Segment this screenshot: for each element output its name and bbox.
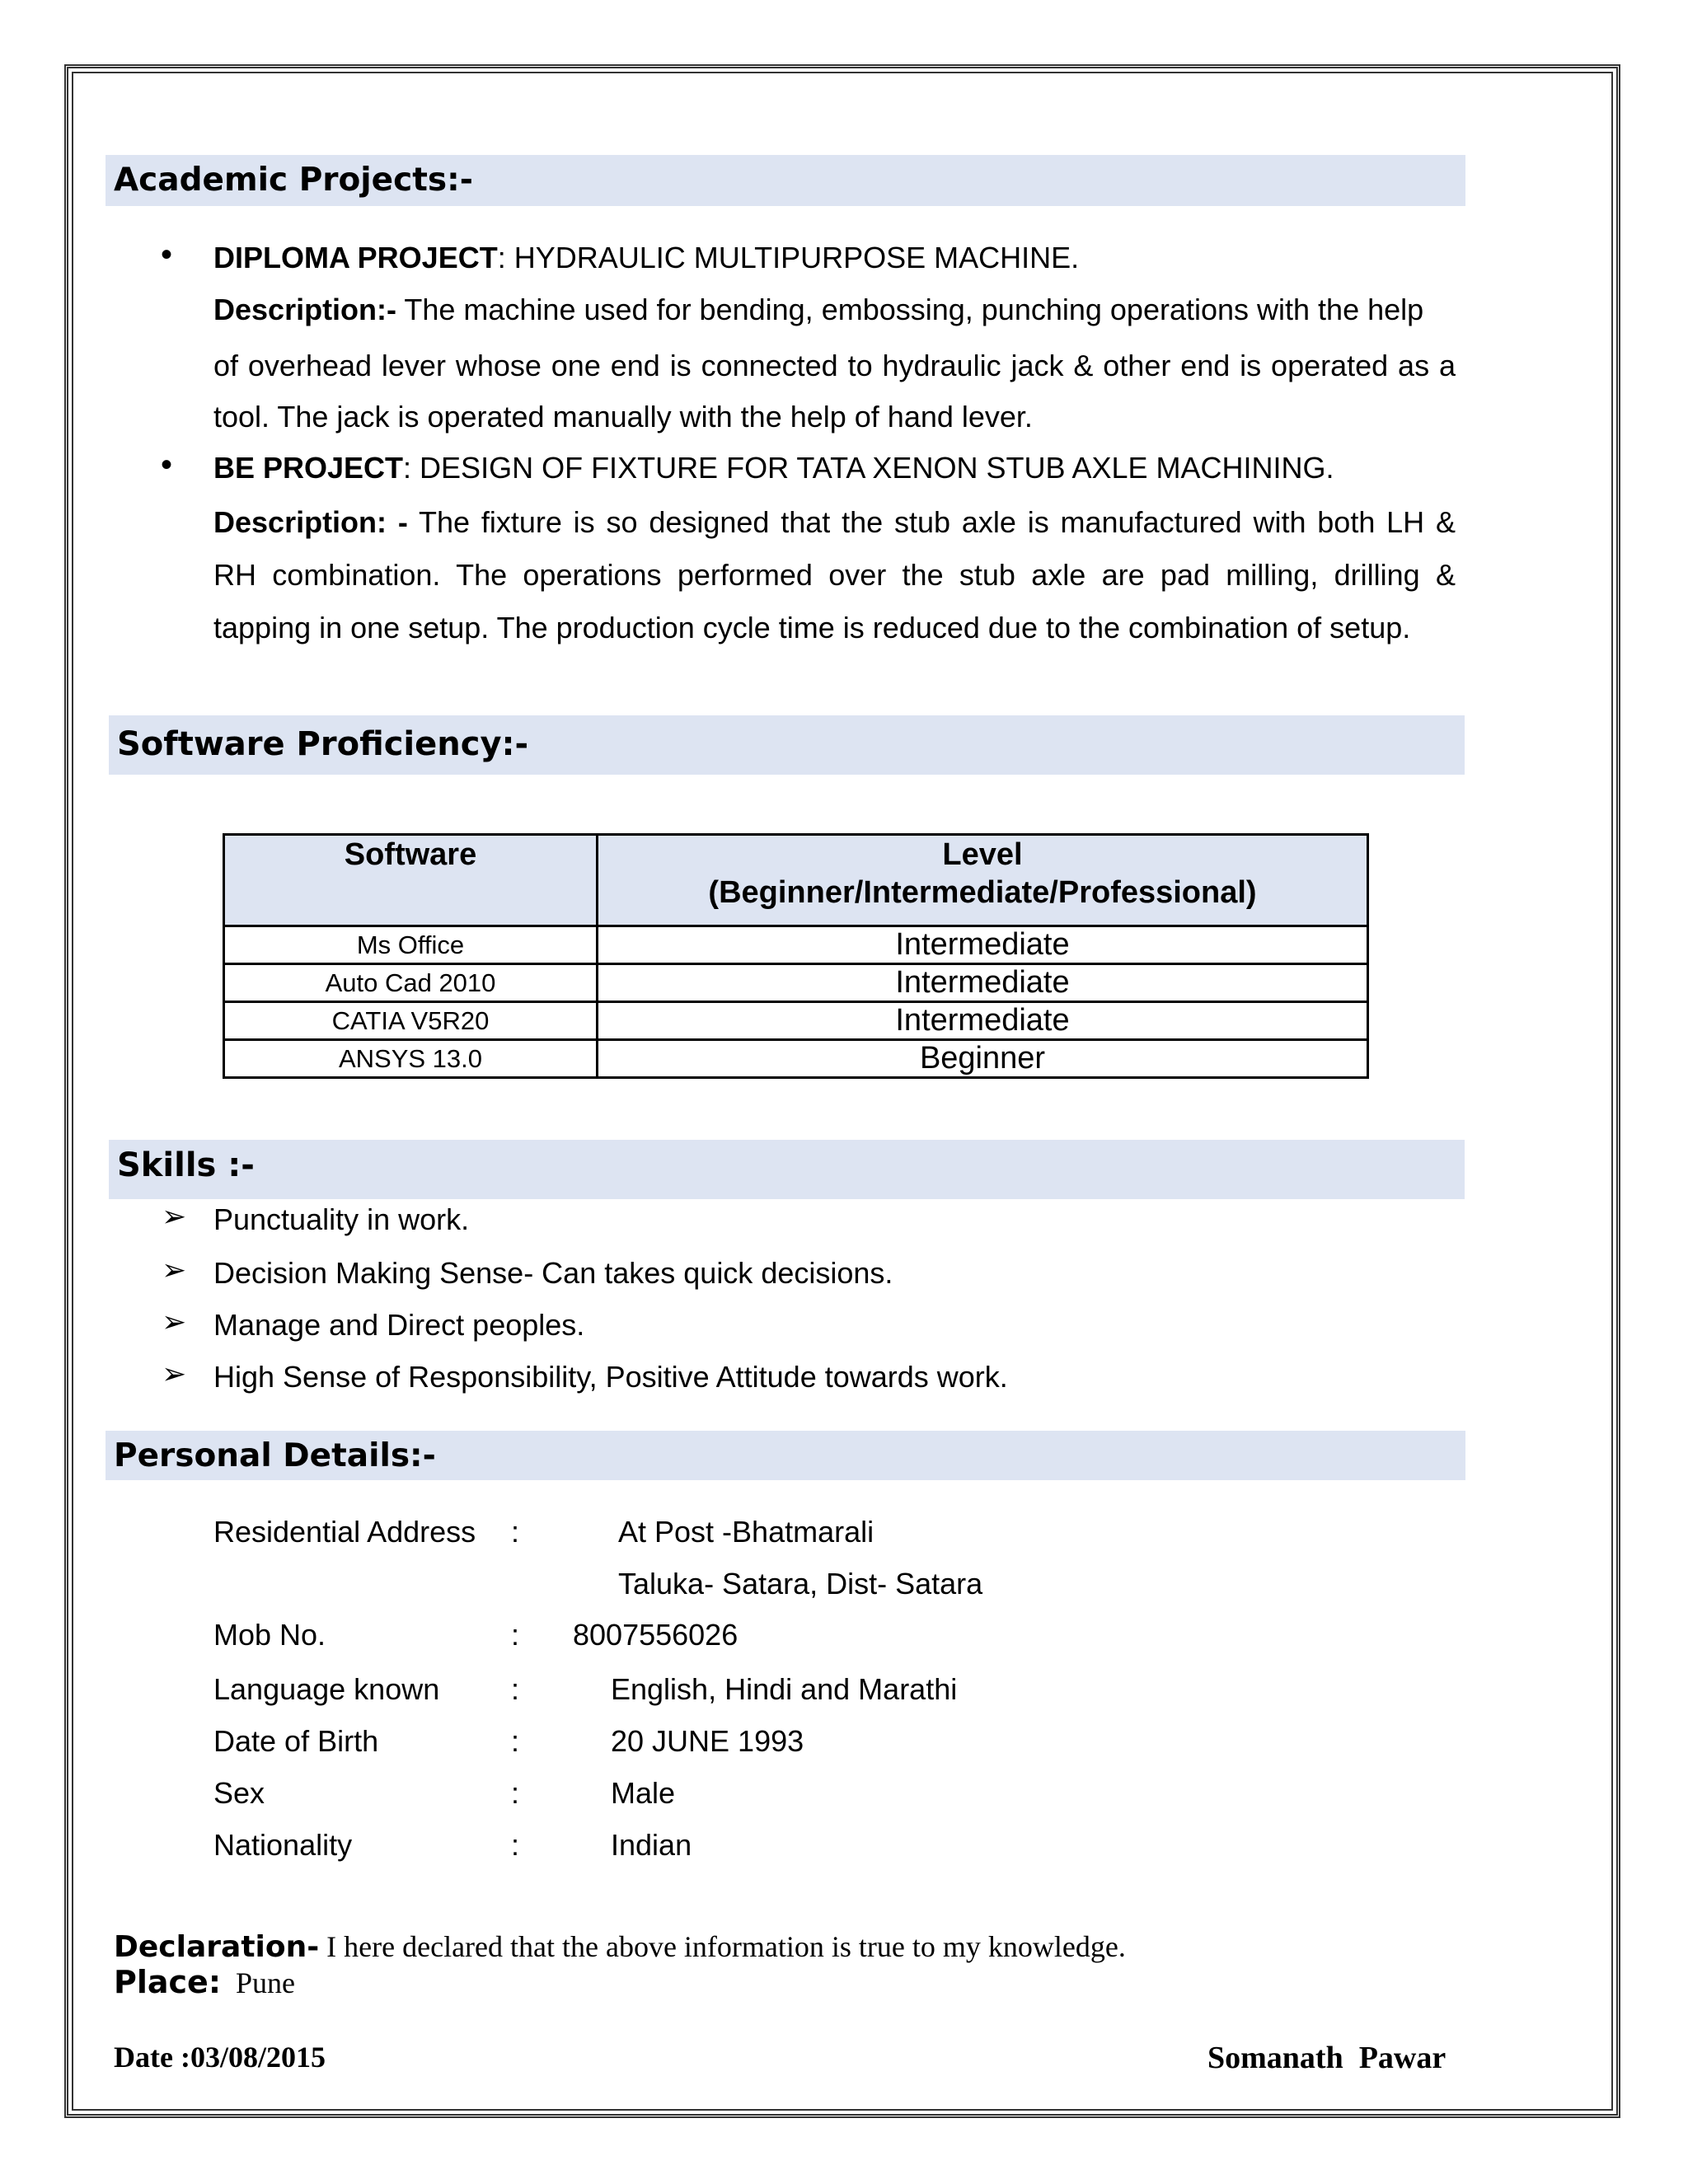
nationality-label: Nationality [213, 1828, 353, 1862]
col-software-label: Software [344, 837, 477, 872]
academic-projects-header: Academic Projects:- [106, 155, 1465, 206]
software-level: Intermediate [598, 1002, 1368, 1040]
be-desc-label: Description: - [213, 505, 408, 539]
software-name: ANSYS 13.0 [224, 1040, 598, 1078]
col-level-header [598, 835, 1368, 926]
be-desc-line2: RH combination. The operations performed over the stub axle are pad milling, drilling & [213, 558, 1456, 592]
mob-label: Mob No. [213, 1618, 326, 1652]
be-desc-line1 [213, 496, 1456, 548]
col-level-sublabel: (Beginner/Intermediate/Professional) [708, 875, 1257, 910]
mob-value: 8007556026 [573, 1618, 738, 1652]
declaration-line [114, 1929, 1126, 1964]
language-label: Language known [213, 1672, 440, 1706]
table-header-row [224, 835, 1368, 926]
colon: : [511, 1618, 520, 1652]
be-project-title [213, 442, 1458, 494]
table-row [224, 1040, 1368, 1078]
bullet-icon: • [161, 237, 173, 273]
diploma-project-name: : HYDRAULIC MULTIPURPOSE MACHINE. [497, 241, 1080, 274]
personal-details-header: Personal Details:- [106, 1431, 1465, 1480]
software-level: Intermediate [598, 964, 1368, 1002]
diploma-desc-line2: of overhead lever whose one end is connected to hydraulic jack & other end is operated as a [213, 349, 1456, 382]
place-label: Place: [114, 1964, 222, 2000]
arrow-bullet-icon: ➢ [162, 1357, 187, 1390]
place-value: Pune [221, 1966, 296, 1999]
skill-item: Punctuality in work. [213, 1202, 470, 1236]
language-value: English, Hindi and Marathi [611, 1672, 958, 1706]
address-label: Residential Address [213, 1515, 476, 1549]
be-desc-text1: The fixture is so designed that the stub axle is manufactured with both LH & [407, 505, 1456, 539]
colon: : [511, 1672, 520, 1706]
software-proficiency-header: Software Proficiency:- [109, 715, 1465, 775]
bullet-icon: • [161, 447, 173, 483]
colon: : [511, 1776, 520, 1810]
diploma-desc-line1 [213, 284, 1458, 335]
signature-name: Somanath Pawar [1207, 2041, 1447, 2075]
declaration-text: I here declared that the above information is true to my knowledge. [319, 1930, 1126, 1963]
colon: : [511, 1724, 520, 1758]
table-row [224, 926, 1368, 964]
software-table [223, 833, 1369, 1079]
place-line [114, 1964, 295, 2000]
table-row [224, 1002, 1368, 1040]
col-software-header [224, 835, 598, 926]
table-row [224, 964, 1368, 1002]
arrow-bullet-icon: ➢ [162, 1253, 187, 1286]
be-desc-line3: tapping in one setup. The production cycle time is reduced due to the combination of setup. [213, 611, 1411, 644]
software-name: CATIA V5R20 [224, 1002, 598, 1040]
date: Date :03/08/2015 [114, 2041, 326, 2074]
skills-header: Skills :- [109, 1140, 1465, 1199]
diploma-desc-line3: tool. The jack is operated manually with the help of hand lever. [213, 400, 1033, 434]
colon: : [511, 1828, 520, 1862]
dob-value: 20 JUNE 1993 [611, 1724, 804, 1758]
diploma-desc-label: Description:- [213, 293, 397, 326]
diploma-desc-text1: The machine used for bending, embossing, punching operations with the help [396, 293, 1424, 326]
colon: : [511, 1515, 520, 1549]
be-project-name: : DESIGN OF FIXTURE FOR TATA XENON STUB AXLE MACHINING. [403, 451, 1334, 485]
skill-item: High Sense of Responsibility, Positive Attitude towards work. [213, 1360, 1008, 1394]
software-level: Intermediate [598, 926, 1368, 964]
sex-label: Sex [213, 1776, 265, 1810]
diploma-project-label: DIPLOMA PROJECT [213, 241, 498, 274]
sex-value: Male [611, 1776, 676, 1810]
skill-item: Decision Making Sense- Can takes quick decisions. [213, 1256, 893, 1290]
software-name: Auto Cad 2010 [224, 964, 598, 1002]
diploma-project-title [213, 232, 1458, 284]
be-project-label: BE PROJECT [213, 451, 404, 485]
arrow-bullet-icon: ➢ [162, 1305, 187, 1338]
col-level-label: Level [942, 837, 1023, 872]
nationality-value: Indian [611, 1828, 692, 1862]
software-name: Ms Office [224, 926, 598, 964]
skill-item: Manage and Direct peoples. [213, 1308, 585, 1342]
address-line1: At Post -Bhatmarali [618, 1515, 874, 1549]
arrow-bullet-icon: ➢ [162, 1199, 187, 1233]
software-level: Beginner [598, 1040, 1368, 1078]
dob-label: Date of Birth [213, 1724, 379, 1758]
declaration-label: Declaration- [114, 1930, 320, 1964]
address-line2: Taluka- Satara, Dist- Satara [618, 1567, 983, 1601]
